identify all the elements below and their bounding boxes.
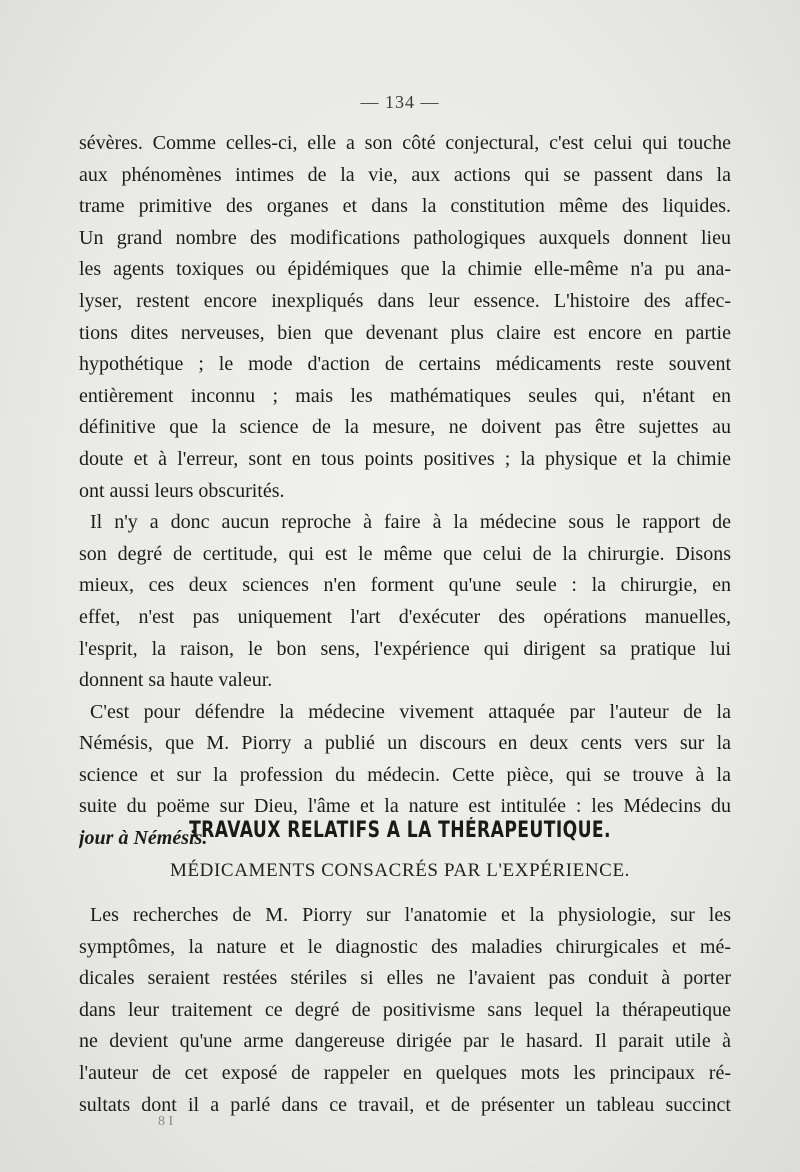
text-line: sultats dont il a parlé dans ce travail, et de présenter un tableau succinct	[79, 1093, 731, 1116]
text-line: suite du poëme sur Dieu, l'âme et la nature est intitulée : les Médecins du	[79, 795, 731, 818]
paragraph	[79, 507, 731, 697]
page-number: — 134 —	[360, 92, 440, 112]
text-line: Un grand nombre des modifications pathologiques auxquels donnent lieu	[79, 226, 731, 249]
text-line: les agents toxiques ou épidémiques que la chimie elle-même n'a pu ana-	[79, 258, 731, 281]
text-line: l'auteur de cet exposé de rappeler en quelques mots les principaux ré-	[79, 1061, 731, 1084]
text-line: ne devient qu'une arme dangereuse dirigée par le hasard. Il parait utile à	[79, 1030, 731, 1053]
text-line: aux phénomènes intimes de la vie, aux actions qui se passent dans la	[79, 163, 731, 186]
text-line: C'est pour défendre la médecine vivement attaquée par l'auteur de la	[90, 700, 731, 723]
text-line: tions dites nerveuses, bien que devenant plus claire est encore en partie	[79, 321, 731, 344]
signature-mark: 8 I	[158, 1114, 174, 1129]
text-line: trame primitive des organes et dans la constitution même des liquides.	[79, 195, 731, 218]
text-line: sévères. Comme celles-ci, elle a son côté conjectural, c'est celui qui touche	[79, 132, 731, 154]
text-line: donnent sa haute valeur.	[79, 669, 273, 692]
text-line: Némésis, que M. Piorry a publié un discours en deux cents vers sur la	[79, 732, 731, 755]
text-line: dans leur traitement ce degré de positivisme sans lequel la thérapeutique	[79, 998, 731, 1021]
text-line: ont aussi leurs obscurités.	[79, 479, 285, 502]
text-line: symptômes, la nature et le diagnostic des maladies chirurgicales et mé-	[79, 935, 731, 958]
body-text-top	[79, 128, 731, 855]
paragraph	[79, 900, 731, 1121]
text-line: l'esprit, la raison, le bon sens, l'expérience qui dirigent sa pratique lui	[79, 637, 731, 660]
text-line: science et sur la profession du médecin. Cette pièce, qui se trouve à la	[79, 763, 731, 786]
text-line: lyser, restent encore inexpliqués dans leur essence. L'histoire des affec-	[79, 289, 731, 312]
text-line: Il n'y a donc aucun reproche à faire à la médecine sous le rapport de	[90, 511, 731, 534]
text-line: dicales seraient restées stériles si elles ne l'avaient pas conduit à porter	[79, 967, 731, 990]
text-line: hypothétique ; le mode d'action de certains médicaments reste souvent	[79, 353, 731, 376]
section-subheading: MÉDICAMENTS CONSACRÉS PAR L'EXPÉRIENCE.	[169, 860, 630, 881]
text-line: son degré de certitude, qui est le même que celui de la chirurgie. Disons	[79, 542, 731, 565]
text-line: entièrement inconnu ; mais les mathématiques seules qui, n'étant en	[79, 384, 731, 407]
text-line: Les recherches de M. Piorry sur l'anatomie et la physiologie, sur les	[90, 904, 731, 926]
paragraph	[79, 128, 731, 507]
text-line: doute et à l'erreur, sont en tous points positives ; la physique et la chimie	[79, 447, 731, 470]
text-line: définitive que la science de la mesure, ne doivent pas être sujettes au	[79, 416, 731, 439]
text-line: mieux, ces deux sciences n'en forment qu'une seule : la chirurgie, en	[79, 574, 731, 597]
body-text-bottom	[79, 900, 731, 1121]
section-heading: TRAVAUX RELATIFS A LA THÉRAPEUTIQUE.	[189, 818, 611, 843]
text-line: effet, n'est pas uniquement l'art d'exécuter des opérations manuelles,	[79, 605, 731, 628]
text-line: jour à Némésis.	[79, 827, 208, 850]
